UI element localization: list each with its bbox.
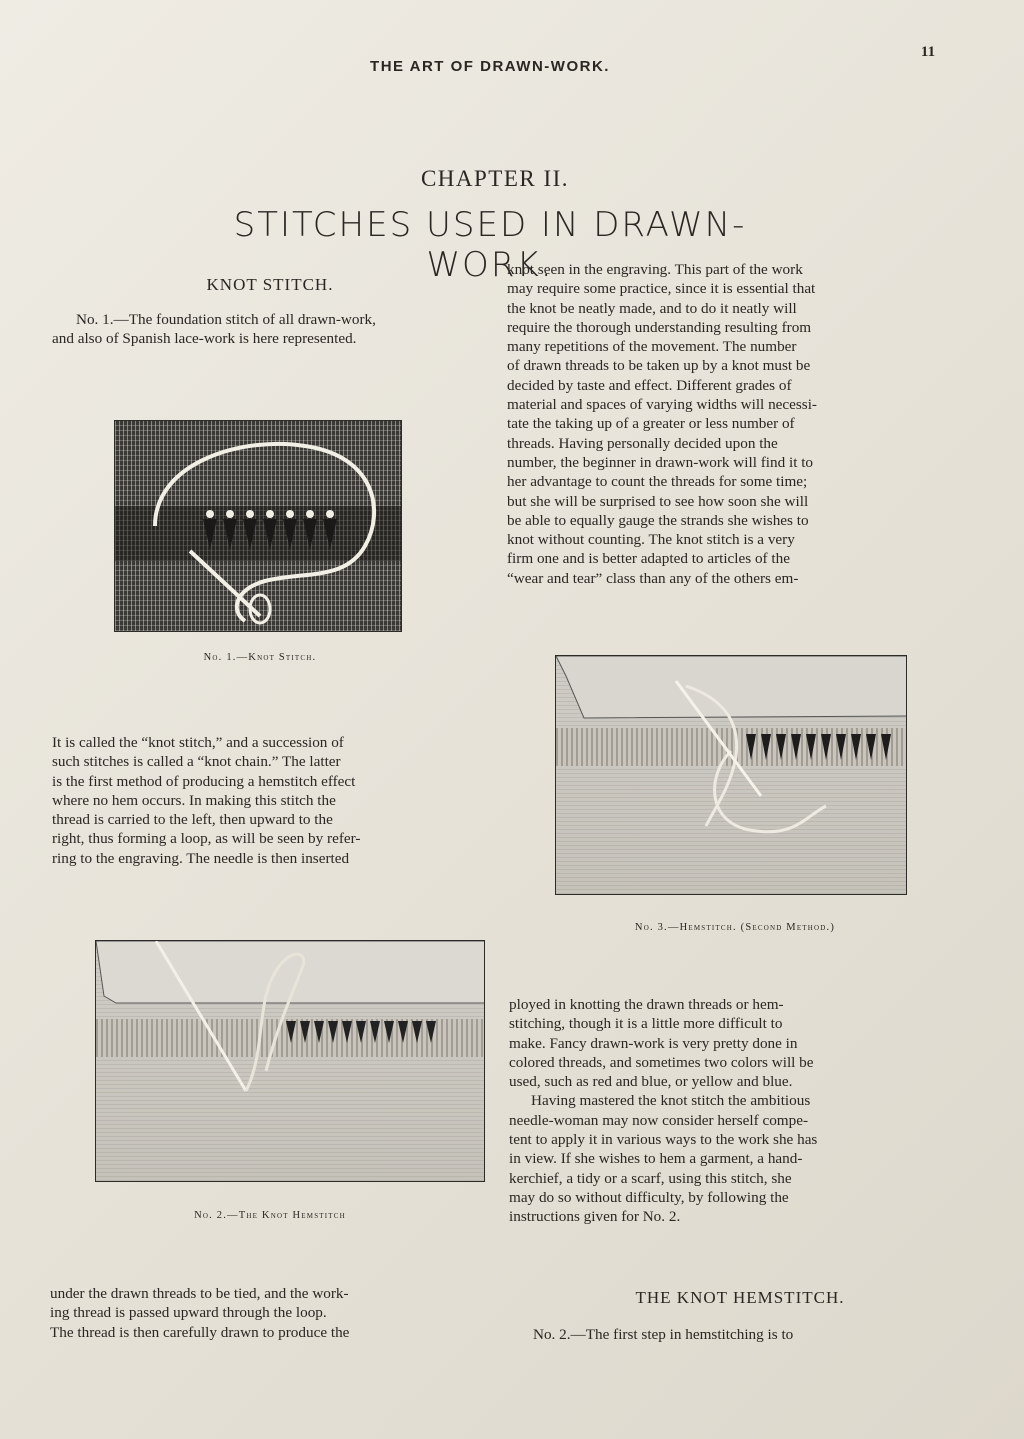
text-line: is the first method of producing a hemstitch effect [52, 772, 356, 790]
text-line: may do so without difficulty, by following the [509, 1188, 789, 1206]
caption-figure-1: No. 1.—Knot Stitch. [203, 652, 317, 663]
figure-hemstitch-second-method [555, 655, 907, 895]
running-head: THE ART OF DRAWN-WORK. [370, 58, 610, 75]
right-column-middle [509, 995, 963, 1227]
figure-knot-hemstitch [95, 940, 485, 1182]
text-line: may require some practice, since it is essential that [507, 280, 816, 298]
text-line: decided by taste and effect. Different grades of [507, 376, 792, 394]
text-line: number, the beginner in drawn-work will find it to [507, 453, 814, 471]
caption-figure-2: No. 2.—The Knot Hemstitch [194, 1210, 346, 1221]
hemstitch-illustration [556, 656, 907, 895]
text-line: where no hem occurs. In making this stitch the [52, 791, 336, 809]
section-heading-knot-stitch: KNOT STITCH. [206, 275, 334, 294]
text-line: in view. If she wishes to hem a garment, a hand- [509, 1150, 803, 1168]
text-line: knot seen in the engraving. This part of the work [507, 261, 803, 278]
text-line: tent to apply it in various ways to the work she has [509, 1131, 818, 1149]
text-line: instructions given for No. 2. [509, 1208, 681, 1226]
text-line: thread is carried to the left, then upward to the [52, 811, 333, 829]
knot-hemstitch-intro: No. 2.—The first step in hemstitching is to [533, 1326, 794, 1343]
text-line: The thread is then carefully drawn to produce the [50, 1323, 350, 1341]
text-line: used, such as red and blue, or yellow and blue. [509, 1073, 793, 1091]
knot-stitch-intro [52, 310, 484, 349]
text-line: and also of Spanish lace-work is here represented. [52, 330, 357, 348]
text-line: stitching, though it is a little more difficult to [509, 1015, 783, 1033]
text-line: colored threads, and sometimes two colors will be [509, 1053, 814, 1071]
knot-stitch-body [52, 733, 486, 868]
section-heading-knot-hemstitch: THE KNOT HEMSTITCH. [635, 1288, 845, 1307]
text-line: knot without counting. The knot stitch is a very [507, 531, 795, 549]
text-line: kerchief, a tidy or a scarf, using this stitch, she [509, 1169, 792, 1187]
text-line: of drawn threads to be taken up by a knot must be [507, 357, 811, 375]
right-column-top [507, 260, 949, 588]
text-line: such stitches is called a “knot chain.” The latter [52, 753, 341, 771]
text-line: ring to the engraving. The needle is then inserted [52, 849, 350, 867]
text-line: threads. Having personally decided upon the [507, 434, 778, 452]
text-line: be able to equally gauge the strands she wishes to [507, 511, 809, 529]
text-line: ing thread is passed upward through the loop. [50, 1304, 327, 1322]
text-line: make. Fancy drawn-work is very pretty done in [509, 1034, 798, 1052]
page-number: 11 [920, 44, 936, 60]
knot-stitch-continued [50, 1284, 488, 1342]
text-line: tate the taking up of a greater or less number of [507, 415, 795, 433]
knot-hemstitch-illustration [96, 941, 485, 1182]
text-line: require the thorough understanding resulting from [507, 318, 812, 336]
knot-stitch-illustration [115, 421, 402, 632]
text-line: but she will be surprised to see how soon she will [507, 492, 809, 510]
text-line: No. 1.—The foundation stitch of all drawn-work, [76, 311, 376, 328]
page-title: STITCHES USED IN DRAWN-WORK. [233, 205, 747, 285]
text-line: many repetitions of the movement. The number [507, 338, 797, 356]
text-line: Having mastered the knot stitch the ambitious [531, 1092, 811, 1110]
text-line: needle-woman may now consider herself compe- [509, 1111, 808, 1129]
text-line: the knot be neatly made, and to do it neatly will [507, 299, 797, 317]
text-line: ployed in knotting the drawn threads or hem- [509, 996, 784, 1013]
text-line: under the drawn threads to be tied, and the work- [50, 1285, 349, 1302]
text-line: It is called the “knot stitch,” and a succession of [52, 734, 344, 751]
caption-figure-3: No. 3.—Hemstitch. (Second Method.) [634, 922, 836, 933]
text-line: her advantage to count the threads for some time; [507, 473, 808, 491]
chapter-heading: CHAPTER II. [420, 166, 570, 191]
text-line: firm one and is better adapted to articles of the [507, 550, 790, 568]
text-line: “wear and tear” class than any of the others em- [507, 569, 799, 587]
text-line: right, thus forming a loop, as will be seen by refer- [52, 830, 361, 848]
text-line: material and spaces of varying widths will necessi- [507, 396, 817, 414]
figure-knot-stitch [114, 420, 402, 632]
